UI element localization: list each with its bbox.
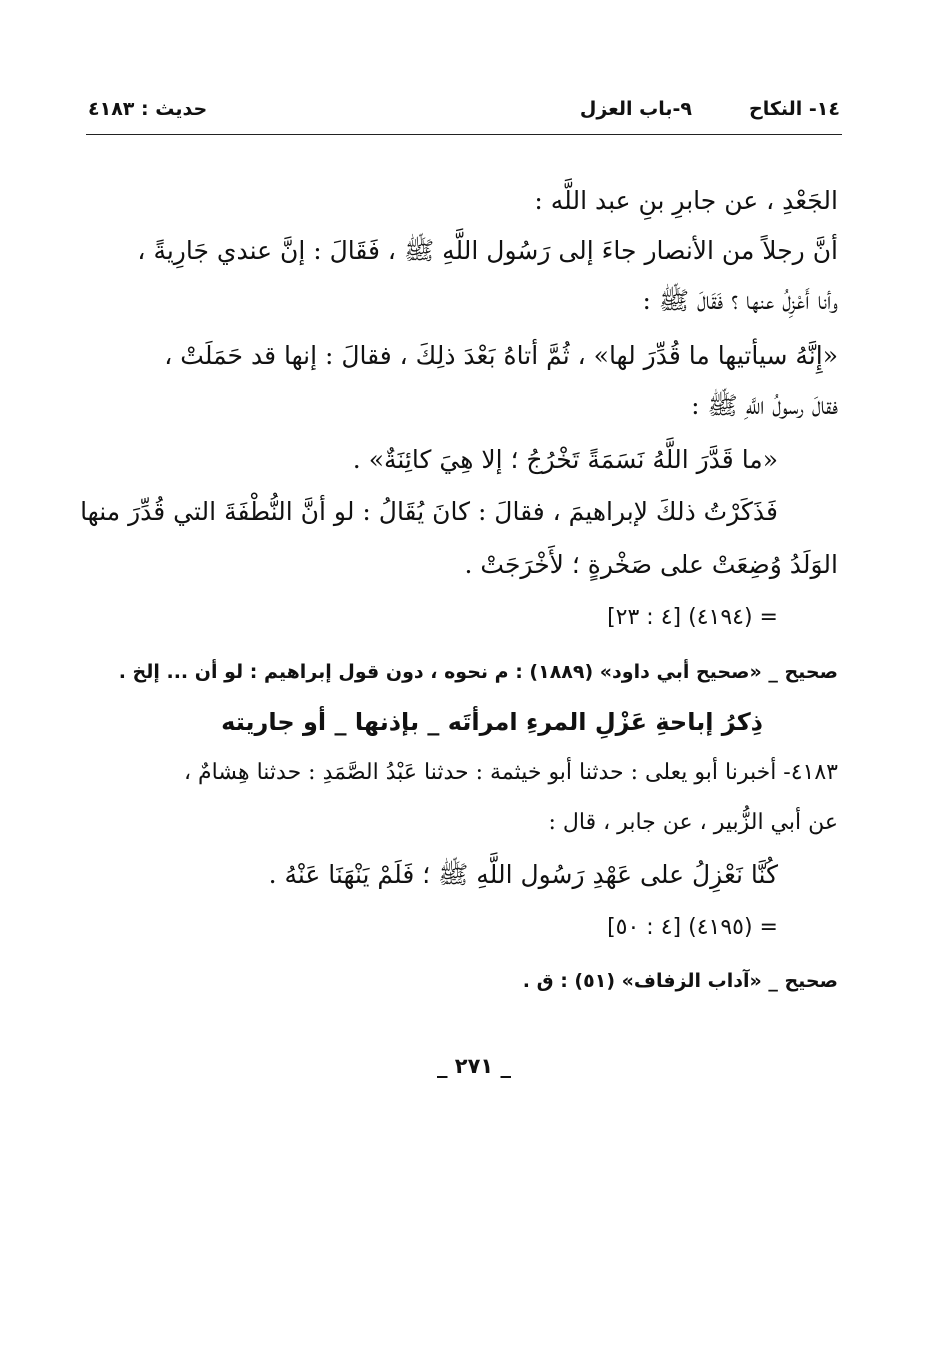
text-line: كُنَّا نَعْزِلُ على عَهْدِ رَسُول اللَّهِ ﷺ ؛ فَلَمْ يَنْهَنَا عَنْهُ .: [268, 860, 778, 889]
text-line: فقالَ رسولُ اللَّهِ ﷺ :: [691, 391, 838, 420]
text-line: أنَّ رجلاً من الأنصار جاءَ إلى رَسُول اللَّهِ ﷺ ، فَقَالَ : إنَّ عندي جَارِيةً ،: [137, 236, 838, 265]
cross-reference: = (٤١٩٥) [٤ : ٥٠]: [607, 915, 778, 940]
running-header: [88, 96, 840, 132]
grading-note: صحيح _ «آداب الزفاف» (٥١) : ق .: [522, 970, 838, 992]
cross-reference: = (٤١٩٤) [٤ : ٢٣]: [607, 605, 778, 630]
section-heading: ذِكرُ إباحةِ عَزْلِ المرءِ امرأتَه _ بإذنها _ أو جاريته: [221, 708, 763, 736]
page-number: _ ٢٧١ _: [436, 1054, 512, 1078]
text-line: الجَعْدِ ، عن جابرِ بنِ عبد اللَّه :: [534, 186, 838, 215]
header-rule: [86, 134, 842, 135]
grading-note: صحيح _ «صحيح أبي داود» (١٨٨٩) : م نحوه ، دون قول إبراهيم : لو أن ... إلخ .: [118, 661, 838, 683]
text-line: فَذَكَرْتُ ذلكَ لإبراهيمَ ، فقالَ : كانَ يُقَالُ : لو أنَّ النُّطْفَةَ التي قُدِّرَ منها: [80, 497, 778, 526]
header-section: ٩-باب العزل: [579, 98, 692, 120]
text-line: عن أبي الزُّبير ، عن جابر ، قال :: [548, 810, 838, 835]
text-line: «ما قَدَّرَ اللَّهُ نَسَمَةً تَخْرُجُ ؛ إلا هِيَ كائِنَةٌ» .: [352, 445, 778, 474]
text-line: وأنا أَعْزِلُ عنها ؟ فَقَالَ ﷺ :: [642, 286, 838, 315]
text-line: «إِنَّهُ سيأتيها ما قُدِّرَ لها» ، ثُمَّ أتاهُ بَعْدَ ذلِكَ ، فقالَ : إنها قد حَمَلَتْ ،: [164, 341, 838, 370]
text-line: الوَلَدُ وُضِعَتْ على صَخْرةٍ ؛ لأَخْرَجَتْ .: [464, 550, 838, 579]
header-hadith-ref: حديث : ٤١٨٣: [88, 98, 208, 120]
hadith-number-line: ٤١٨٣- أخبرنا أبو يعلى : حدثنا أبو خيثمة : حدثنا عَبْدُ الصَّمَدِ : حدثنا هِشامٌ ،: [183, 760, 838, 785]
header-chapter: ١٤- النكاح: [749, 98, 840, 120]
